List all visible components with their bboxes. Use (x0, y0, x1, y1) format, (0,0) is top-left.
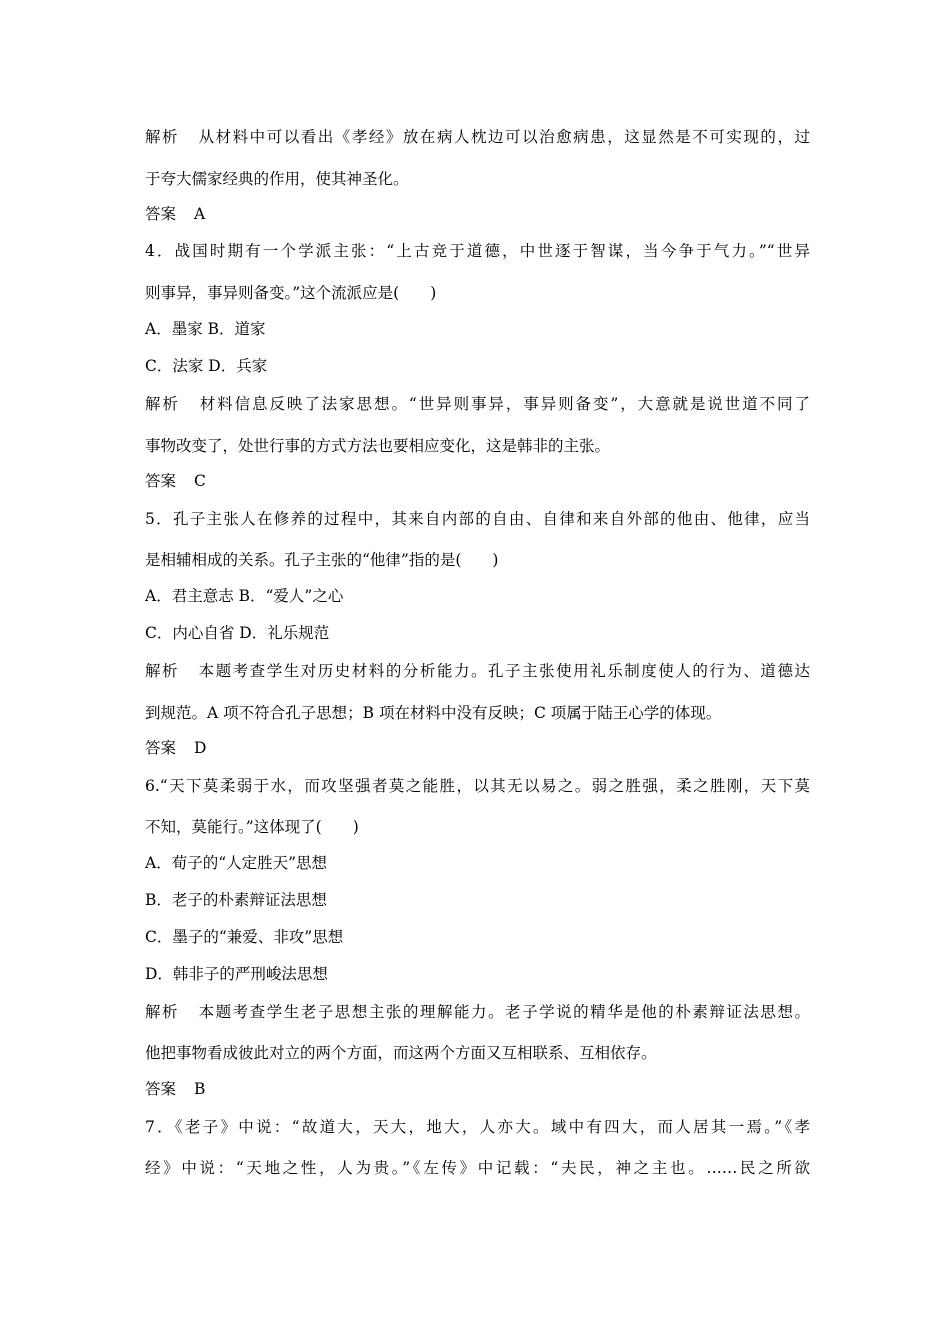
answer-label: 答案 (145, 472, 177, 490)
analysis-line (145, 126, 810, 148)
answer-label: 答案 (145, 205, 177, 223)
question-4-stem: 4．战国时期有一个学派主张：“上古竞于道德，中世逐于智谋，当今争于气力。”“世异 (145, 242, 810, 260)
analysis-line (145, 660, 810, 682)
question-4-stem-cont: 则事异，事异则备变。”这个流派应是( ) (145, 284, 437, 302)
answer-value: B (194, 1080, 206, 1098)
answer-label: 答案 (145, 1080, 177, 1098)
question-5-options-cd: C．内心自省 D．礼乐规范 (145, 624, 330, 642)
question-6-option-c: C．墨子的“兼爱、非攻”思想 (145, 928, 344, 946)
question-4-options-ab: A．墨家 B．道家 (145, 320, 266, 338)
answer-line (145, 737, 810, 759)
answer-line (145, 203, 810, 225)
analysis-label: 解析 (145, 128, 180, 146)
question-5-stem-cont: 是相辅相成的关系。孔子主张的“他律”指的是( ) (145, 551, 499, 569)
text-line: 到规范。A 项不符合孔子思想；B 项在材料中没有反映；C 项属于陆王心学的体现。 (145, 704, 722, 722)
question-5-options-ab: A．君主意志 B．“爱人”之心 (145, 587, 344, 605)
question-6-stem: 6.“天下莫柔弱于水，而攻坚强者莫之能胜，以其无以易之。弱之胜强，柔之胜刚，天下莫 (145, 777, 810, 795)
question-6-option-b: B．老子的朴素辩证法思想 (145, 891, 327, 909)
analysis-label: 解析 (145, 395, 180, 413)
question-6-stem-cont: 不知，莫能行。”这体现了( ) (145, 818, 359, 836)
question-6-option-d: D．韩非子的严刑峻法思想 (145, 965, 328, 983)
answer-value: D (194, 739, 207, 757)
analysis-line (145, 1001, 810, 1023)
text-line: 事物改变了，处世行事的方式方法也要相应变化，这是韩非的主张。 (145, 437, 611, 455)
analysis-text: 从材料中可以看出《孝经》放在病人枕边可以治愈病患，这显然是不可实现的，过 (197, 128, 810, 146)
answer-value: A (194, 205, 206, 223)
answer-line (145, 470, 810, 492)
analysis-label: 解析 (145, 1003, 180, 1021)
analysis-text: 本题考查学生对历史材料的分析能力。孔子主张使用礼乐制度使人的行为、道德达 (197, 662, 810, 680)
analysis-line (145, 393, 810, 415)
answer-label: 答案 (145, 739, 177, 757)
question-7-stem-cont: 经》中说：“天地之性，人为贵。”《左传》中记载：“夫民，神之主也。……民之所欲 (145, 1159, 810, 1177)
analysis-label: 解析 (145, 662, 180, 680)
analysis-text: 材料信息反映了法家思想。“世异则事异，事异则备变”，大意就是说世道不同了 (197, 395, 810, 413)
question-7-stem: 7．《老子》中说：“故道大，天大，地大，人亦大。域中有四大，而人居其一焉。”《孝 (145, 1118, 810, 1136)
answer-value: C (194, 472, 206, 490)
question-4-options-cd: C．法家 D．兵家 (145, 357, 268, 375)
text-line: 于夸大儒家经典的作用，使其神圣化。 (145, 170, 409, 188)
answer-line (145, 1078, 810, 1100)
analysis-text: 本题考查学生老子思想主张的理解能力。老子学说的精华是他的朴素辩证法思想。 (197, 1003, 810, 1021)
text-line: 他把事物看成彼此对立的两个方面，而这两个方面又互相联系、互相依存。 (145, 1044, 657, 1062)
question-6-option-a: A．荀子的“人定胜天”思想 (145, 854, 328, 872)
question-5-stem: 5．孔子主张人在修养的过程中，其来自内部的自由、自律和来自外部的他由、他律，应当 (145, 510, 810, 528)
